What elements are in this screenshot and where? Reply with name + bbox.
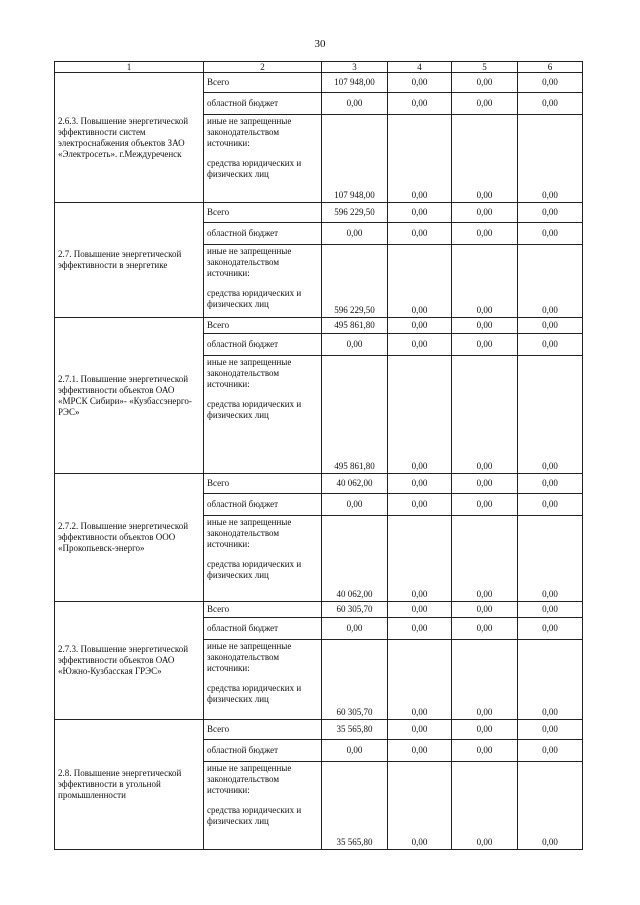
source-other-sublabel: средства юридических и физических лиц [207,805,302,826]
value-cell: 0,00 [388,223,452,245]
value-cell: 0,00 [518,203,583,223]
value-cell: 0,00 [452,516,518,602]
value-cell: 0,00 [388,334,452,356]
value-cell: 0,00 [388,720,452,740]
value-cell: 0,00 [518,516,583,602]
source-other-label: иные не запрещенные законодательством источники: [207,641,292,673]
source-regional-label: областной бюджет [204,223,322,245]
source-other-sublabel: средства юридических и физических лиц [207,399,302,420]
value-cell: 60 305,70 [322,640,388,720]
source-other-cell [204,356,322,474]
source-other-label: иные не запрещенные законодательством источники: [207,116,292,148]
total-row [55,203,583,223]
column-number: 1 [55,62,204,73]
value-cell: 495 861,80 [322,356,388,474]
value-cell: 0,00 [388,516,452,602]
project-name: 2.7.1. Повышение энергетической эффективности объектов ОАО «МРСК Сибири»- «Кузбассэнерго-РЭС» [55,318,204,474]
value-cell: 0,00 [452,356,518,474]
total-row [55,720,583,740]
value-cell: 0,00 [518,334,583,356]
value-cell: 0,00 [322,223,388,245]
value-cell: 0,00 [388,115,452,203]
value-cell: 0,00 [518,73,583,93]
source-total-label: Всего [204,474,322,494]
total-row [55,474,583,494]
value-cell: 0,00 [452,494,518,516]
value-cell: 107 948,00 [322,73,388,93]
value-cell: 0,00 [518,318,583,334]
value-cell: 0,00 [388,640,452,720]
project-name: 2.6.3. Повышение энергетической эффективности систем электроснабжения объектов ЗАО «Электросеть». г.Междуреченск [55,73,204,203]
value-cell: 0,00 [452,93,518,115]
value-cell: 0,00 [452,720,518,740]
source-other-cell [204,762,322,850]
source-other-sublabel: средства юридических и физических лиц [207,158,302,179]
source-other-sublabel: средства юридических и физических лиц [207,559,302,580]
page-number: 30 [314,38,326,50]
value-cell: 596 229,50 [322,245,388,318]
value-cell: 0,00 [518,720,583,740]
value-cell: 0,00 [322,334,388,356]
source-other-label: иные не запрещенные законодательством источники: [207,246,292,278]
source-other-sublabel: средства юридических и физических лиц [207,683,302,704]
value-cell: 0,00 [452,640,518,720]
column-number: 5 [452,62,518,73]
project-name: 2.7. Повышение энергетической эффективности в энергетике [55,203,204,318]
column-number: 4 [388,62,452,73]
value-cell: 596 229,50 [322,203,388,223]
column-number: 3 [322,62,388,73]
value-cell: 0,00 [518,474,583,494]
source-other-cell [204,115,322,203]
value-cell: 0,00 [322,494,388,516]
value-cell: 0,00 [452,245,518,318]
value-cell: 0,00 [452,602,518,618]
value-cell: 0,00 [322,740,388,762]
source-other-label: иные не запрещенные законодательством источники: [207,763,292,795]
value-cell: 0,00 [388,474,452,494]
value-cell: 0,00 [388,93,452,115]
value-cell: 0,00 [518,223,583,245]
value-cell: 0,00 [452,334,518,356]
value-cell: 40 062,00 [322,516,388,602]
value-cell: 495 861,80 [322,318,388,334]
total-row [55,318,583,334]
project-name: 2.7.3. Повышение энергетической эффективности объектов ОАО «Южно-Кузбасская ГРЭС» [55,602,204,720]
value-cell: 0,00 [518,115,583,203]
source-total-label: Всего [204,602,322,618]
total-row [55,73,583,93]
value-cell: 60 305,70 [322,602,388,618]
value-cell: 35 565,80 [322,762,388,850]
source-other-label: иные не запрещенные законодательством источники: [207,517,292,549]
total-row [55,602,583,618]
value-cell: 0,00 [518,618,583,640]
value-cell: 0,00 [518,245,583,318]
project-name: 2.7.2. Повышение энергетической эффективности объектов ООО «Прокопьевск-энерго» [55,474,204,602]
value-cell: 107 948,00 [322,115,388,203]
value-cell: 0,00 [322,618,388,640]
value-cell: 0,00 [452,203,518,223]
project-name: 2.8. Повышение энергетической эффективности в угольной промышленности [55,720,204,850]
value-cell: 0,00 [452,73,518,93]
value-cell: 0,00 [388,356,452,474]
value-cell: 0,00 [388,762,452,850]
value-cell: 0,00 [518,356,583,474]
value-cell: 0,00 [388,618,452,640]
value-cell: 40 062,00 [322,474,388,494]
value-cell: 0,00 [518,762,583,850]
value-cell: 0,00 [518,93,583,115]
value-cell: 0,00 [388,245,452,318]
funding-table-body [55,62,583,850]
value-cell: 0,00 [388,73,452,93]
value-cell: 0,00 [388,740,452,762]
source-total-label: Всего [204,73,322,93]
value-cell: 0,00 [322,93,388,115]
value-cell: 0,00 [518,602,583,618]
funding-table [54,61,583,850]
value-cell: 0,00 [452,740,518,762]
value-cell: 35 565,80 [322,720,388,740]
value-cell: 0,00 [452,223,518,245]
source-regional-label: областной бюджет [204,494,322,516]
column-number: 6 [518,62,583,73]
value-cell: 0,00 [388,494,452,516]
source-other-sublabel: средства юридических и физических лиц [207,288,302,309]
column-number-row [55,62,583,73]
column-number: 2 [204,62,322,73]
value-cell: 0,00 [388,203,452,223]
source-total-label: Всего [204,203,322,223]
source-other-cell [204,640,322,720]
value-cell: 0,00 [452,762,518,850]
source-regional-label: областной бюджет [204,740,322,762]
source-total-label: Всего [204,720,322,740]
value-cell: 0,00 [518,640,583,720]
value-cell: 0,00 [388,602,452,618]
source-total-label: Всего [204,318,322,334]
value-cell: 0,00 [388,318,452,334]
source-regional-label: областной бюджет [204,93,322,115]
value-cell: 0,00 [452,318,518,334]
value-cell: 0,00 [518,740,583,762]
value-cell: 0,00 [518,494,583,516]
value-cell: 0,00 [452,618,518,640]
value-cell: 0,00 [452,474,518,494]
source-regional-label: областной бюджет [204,334,322,356]
source-other-cell [204,516,322,602]
source-other-label: иные не запрещенные законодательством источники: [207,357,292,389]
source-other-cell [204,245,322,318]
value-cell: 0,00 [452,115,518,203]
source-regional-label: областной бюджет [204,618,322,640]
